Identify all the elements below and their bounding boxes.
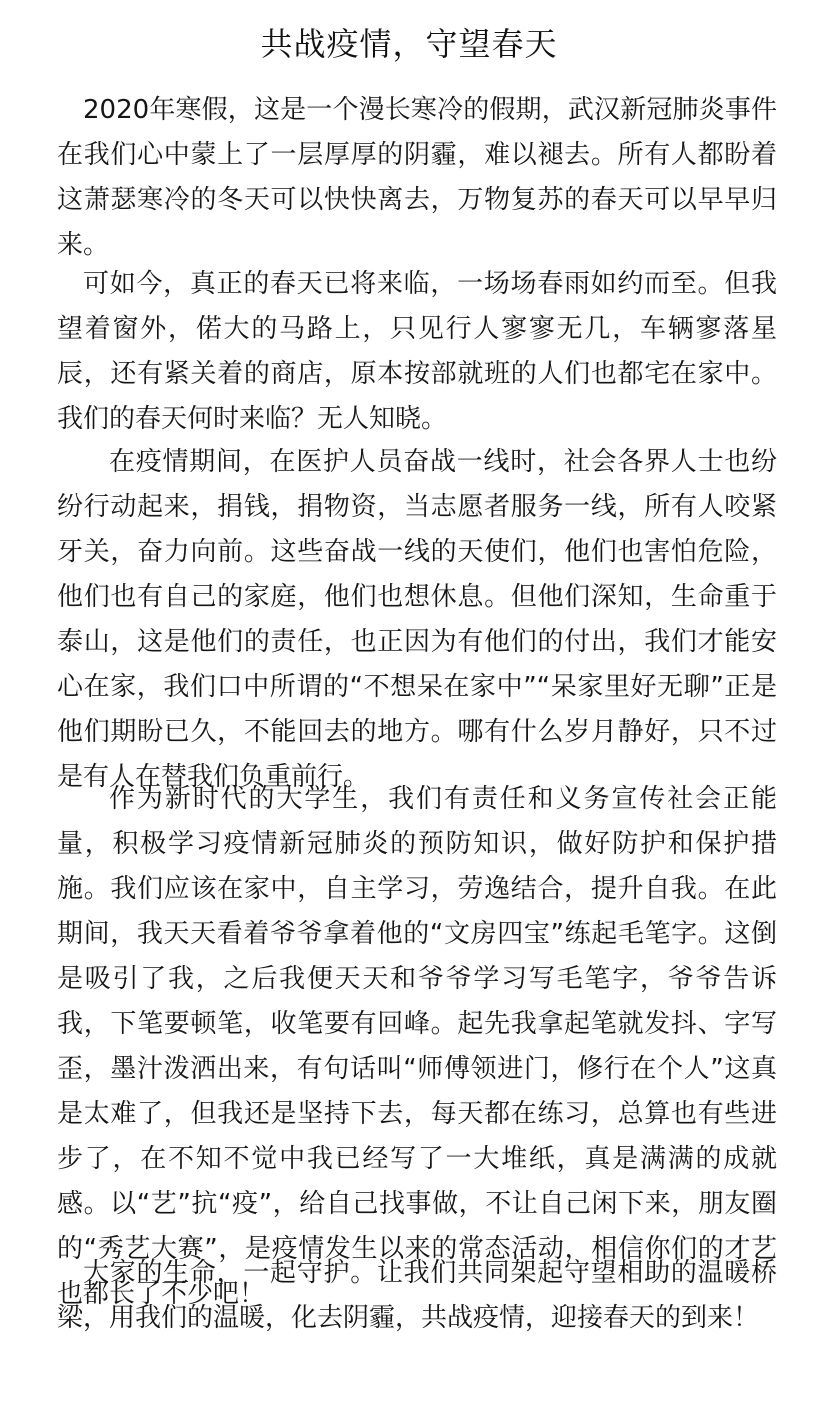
paragraph-frontline-workers: 在疫情期间，在医护人员奋战一线时，社会各界人士也纷纷行动起来，捐钱，捐物资，当志愿者服务一线，所有人咬紧牙关，奋力向前。这些奋战一线的天使们，他们也害怕危险，他们也有自己的家庭，他们也想休息。但他们深知，生命重于泰山，这是他们的责任，也正因为有他们的付出，我们才能安心在家，我们口中所谓的“不想呆在家中”“呆家里好无聊”正是他们期盼已久，不能回去的地方。哪有什么岁月静好，只不过是有人在替我们负重前行。: [57, 447, 777, 792]
paragraph-calligraphy-practice: 作为新时代的大学生，我们有责任和义务宣传社会正能量，积极学习疫情新冠肺炎的预防知识，做好防护和保护措施。我们应该在家中，自主学习，劳逸结合，提升自我。在此期间，我天天看着爷爷拿着他的“文房四宝”练起毛笔字。这倒是吸引了我，之后我便天天和爷爷学习写毛笔字，爷爷告诉我，下笔要顿笔，收笔要有回峰。起先我拿起笔就发抖、字写歪，墨汁泼洒出来，有句话叫“师傅领进门，修行在个人”这真是太难了，但我还是坚持下去，每天都在练习，总算也有些进步了，在不知不觉中我已经写了一大堆纸，真是满满的成就感。以“艺”抗“疫”，给自己找事做，不让自己闲下来，朋友圈的“秀艺大赛”，是疫情发生以来的常态活动，相信你们的才艺也都长了不少吧！: [57, 784, 777, 1309]
paragraph-spring-arrival: 可如今，真正的春天已将来临，一场场春雨如约而至。但我望着窗外，偌大的马路上，只见行人寥寥无几，车辆寥落星辰，还有紧关着的商店，原本按部就班的人们也都宅在家中。我们的春天何时来临？无人知晓。: [57, 269, 777, 434]
paragraph-winter-break: 2020年寒假，这是一个漫长寒冷的假期，武汉新冠肺炎事件在我们心中蒙上了一层厚厚的阴霾，难以褪去。所有人都盼着这萧瑟寒冷的冬天可以快快离去，万物复苏的春天可以早早归来。: [57, 95, 777, 260]
paragraph-closing: 大家的生命，一起守护。让我们共同架起守望相助的温暖桥梁，用我们的温暖，化去阴霾，共战疫情，迎接春天的到来！: [57, 1258, 777, 1333]
essay-title: 共战疫情，守望春天: [260, 25, 558, 63]
